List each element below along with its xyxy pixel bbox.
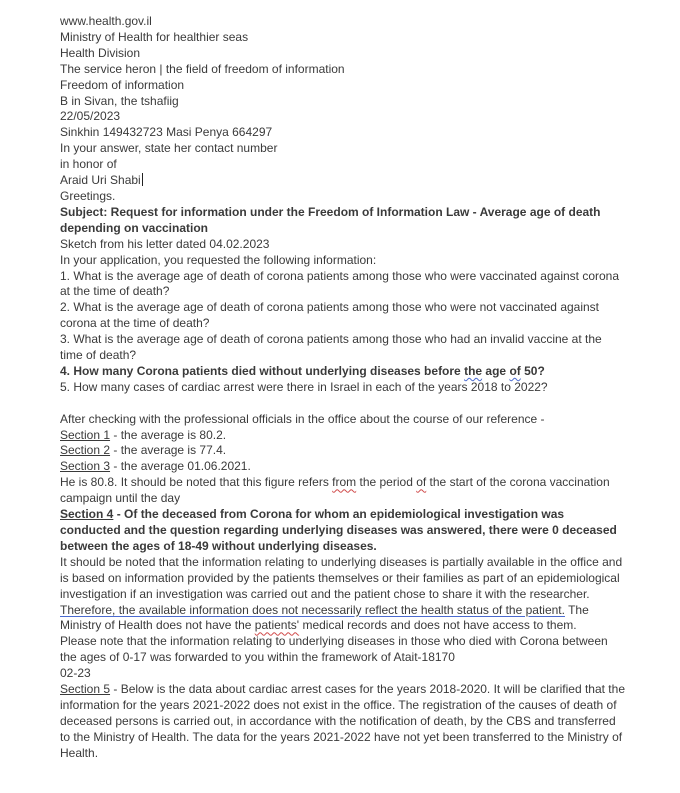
section-1-line <box>60 428 626 444</box>
section-2-link[interactable]: Section 2 <box>60 443 111 458</box>
note-text-b: the period <box>356 475 417 490</box>
underlying-text-b: The Ministry of Health does not have the <box>60 602 589 633</box>
honor-line: in honor of <box>60 157 117 172</box>
hebrew-date-line: B in Sivan, the tshafiig <box>60 93 179 108</box>
code-line: 02-23 <box>60 666 91 681</box>
question-4-text-c: 50? <box>520 363 545 378</box>
question-3: 3. What is the average age of death of corona patients among those who had an invalid vaccine at the time of death? <box>60 332 602 363</box>
section-5-paragraph <box>60 682 626 762</box>
section-3-line <box>60 459 626 475</box>
note-word-from: from <box>332 475 357 490</box>
website-line: www.health.gov.il <box>60 14 152 28</box>
division-line: Health Division <box>60 45 141 60</box>
question-4-text-a: 4. How many Corona patients died without underlying diseases before <box>60 363 465 378</box>
letter-document <box>60 14 626 762</box>
underlying-diseases-paragraph <box>60 555 626 635</box>
section-3-text: - the average 01.06.2021. <box>110 459 251 474</box>
section-5-link[interactable]: Section 5 <box>60 682 111 697</box>
section-2-line <box>60 443 626 459</box>
underlying-text-a: It should be noted that the information relating to underlying diseases is partially available in the office and is based on information provided by the patients themselves or their families as part of an epidemiological investigation if an investigation was carried out and the patient chose to share it with the researcher. <box>60 554 623 601</box>
question-4-word-the: the <box>464 363 483 378</box>
blank-line <box>60 396 626 412</box>
contact-line: In your answer, state her contact number <box>60 141 278 156</box>
reference-line: Sinkhin 149432723 Masi Penya 664297 <box>60 125 273 140</box>
subject-line: Subject: Request for information under the Freedom of Information Law - Average age of death depending on vaccination <box>60 204 601 235</box>
question-5: 5. How many cases of cardiac arrest were there in Israel in each of the years 2018 to 2022? <box>60 379 548 394</box>
section-1-text: - the average is 80.2. <box>110 427 227 442</box>
question-4-text-b: age <box>482 363 510 378</box>
question-2: 2. What is the average age of death of corona patients among those who were not vaccinated against corona at the time of death? <box>60 300 600 331</box>
question-1: 1. What is the average age of death of corona patients among those who were vaccinated against corona at the time of death? <box>60 268 620 299</box>
service-line: The service heron | the field of freedom of information <box>60 61 345 76</box>
note-paragraph <box>60 475 626 507</box>
section-5-text: - Below is the data about cardiac arrest cases for the years 2018-2020. It will be clarified that the information for the years 2021-2022 does not exist in the office. The registration of the causes of death of deceased persons is carried out, in accordance with the notification of death, by the CBS and transferred to the Ministry of Health. The data for the years 2021-2022 have not yet been transferred to the Ministry of Health. <box>60 682 625 760</box>
question-4 <box>60 364 626 380</box>
greeting-line: Greetings. <box>60 188 116 203</box>
ministry-line: Ministry of Health for healthier seas <box>60 29 249 44</box>
section-3-link[interactable]: Section 3 <box>60 459 111 474</box>
underlying-underlined-sentence: Therefore, the available information does not necessarily reflect the health status of the patient. <box>60 602 565 617</box>
date-line: 22/05/2023 <box>60 109 121 124</box>
recipient-line[interactable] <box>60 173 626 189</box>
intro-line: In your application, you requested the following information: <box>60 252 377 267</box>
sketch-line: Sketch from his letter dated 04.02.2023 <box>60 236 270 251</box>
foi-line: Freedom of information <box>60 77 185 92</box>
underlying-word-patients: patients' <box>254 618 300 633</box>
recipient-name: Araid Uri Shabi <box>60 173 141 188</box>
section-1-link[interactable]: Section 1 <box>60 427 111 442</box>
text-cursor <box>142 173 143 186</box>
section-4-text: - Of the deceased from Corona for whom an epidemiological investigation was conducted and the question regarding underlying diseases was answered, there were 0 deceased between the ages of 18-49 without underlying diseases. <box>60 507 617 553</box>
underlying-text-c: medical records and does not have access to them. <box>299 618 577 633</box>
note-word-of: of <box>416 475 427 490</box>
please-note-paragraph: Please note that the information relating to underlying diseases in those who died with Corona between the ages of 0-17 was forwarded to you within the framework of Atait-18170 <box>60 634 608 665</box>
section-4-paragraph <box>60 507 626 555</box>
note-text-c: the start of the corona vaccination campaign until the day <box>60 475 610 506</box>
after-checking-line: After checking with the professional officials in the office about the course of our reference - <box>60 411 545 426</box>
question-4-word-of: of <box>509 363 521 378</box>
section-2-text: - the average is 77.4. <box>110 443 227 458</box>
section-4-link[interactable]: Section 4 <box>60 507 114 522</box>
note-text-a: He is 80.8. It should be noted that this figure refers <box>60 475 333 490</box>
